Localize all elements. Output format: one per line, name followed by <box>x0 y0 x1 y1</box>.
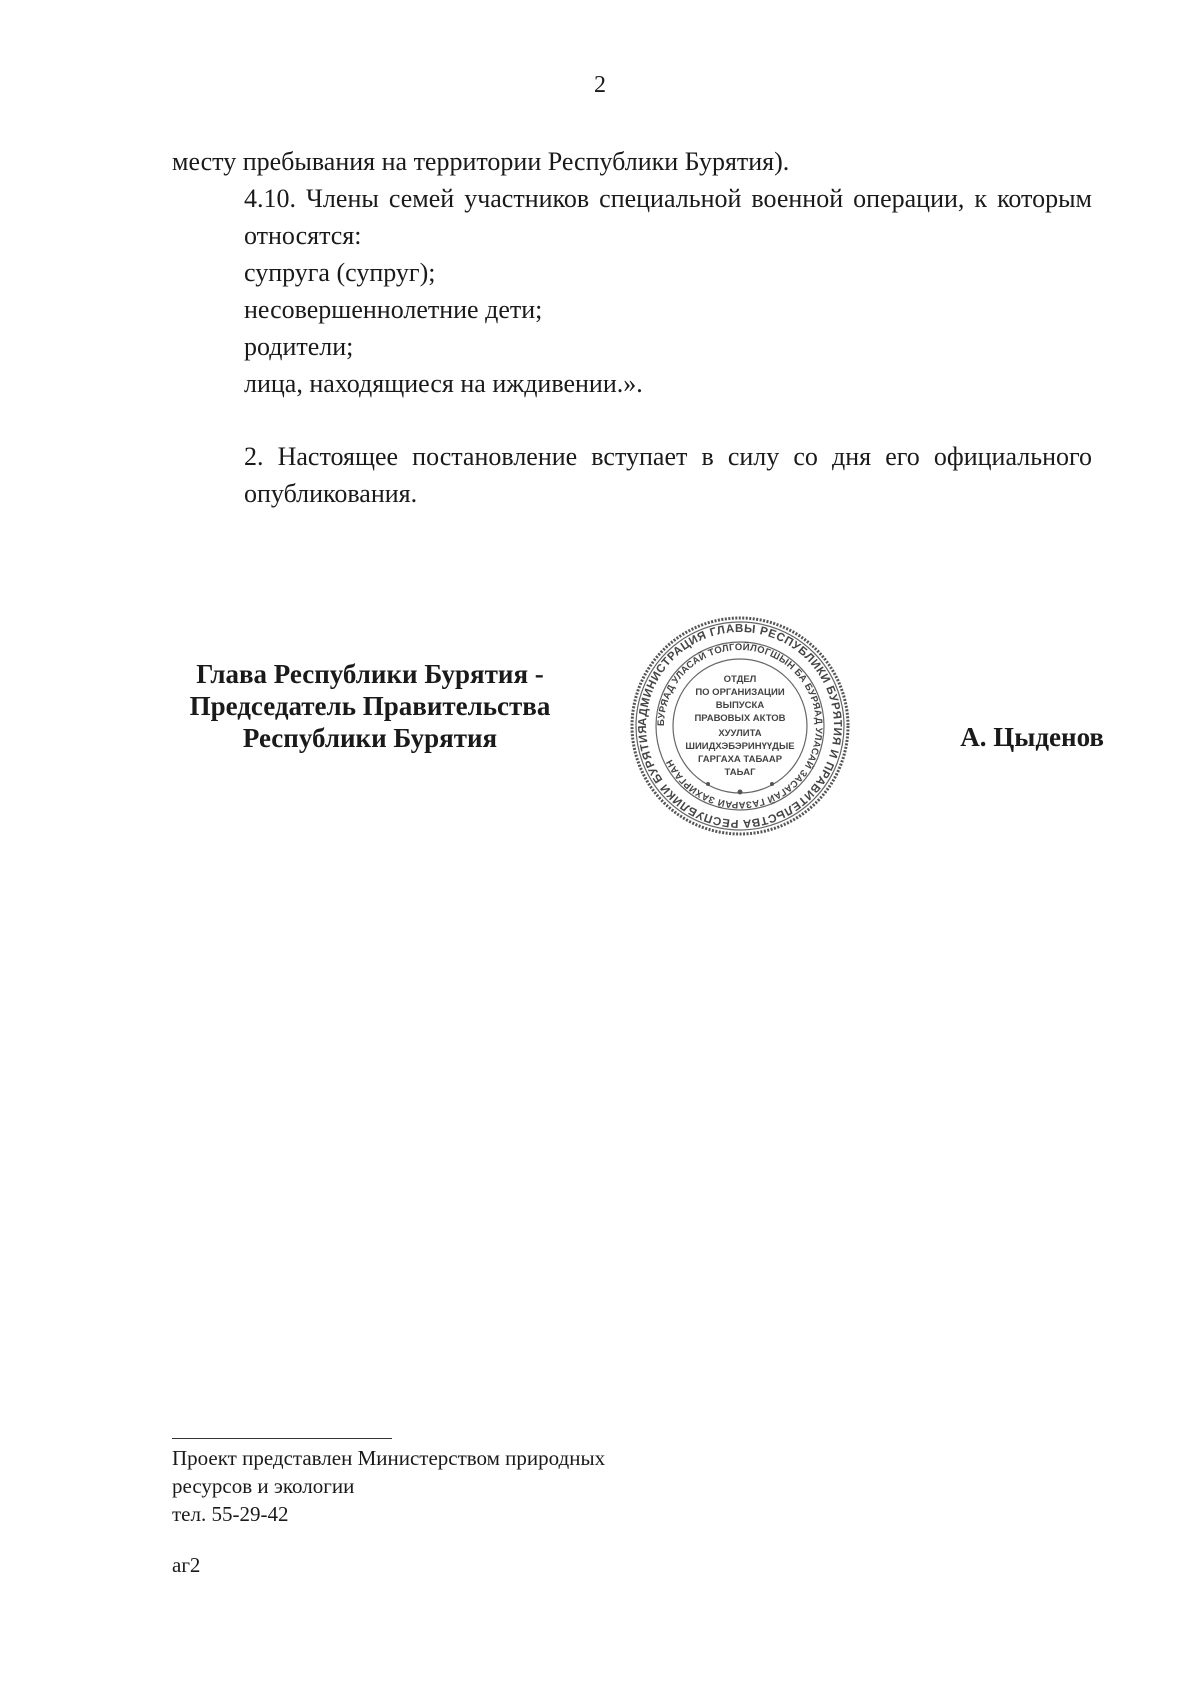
stamp-star-icon <box>706 782 710 786</box>
stamp-center-line: ТАЬАГ <box>724 767 756 778</box>
signatory-title <box>120 658 620 754</box>
stamp-inner-ring-text: БУРЯАД УЛАСАЙ ТОЛГОЙЛОГШЫН БА БУРЯАД УЛАСАЙ ЗАСАГАЙ ГАЗАРАЙ ЗАХИРГААН <box>655 641 825 811</box>
stamp-ring-text: АДМИНИСТРАЦИЯ ГЛАВЫ РЕСПУБЛИКИ БУРЯТИЯ И ПРАВИТЕЛЬСТВА РЕСПУБЛИКИ БУРЯТИЯ <box>636 622 844 830</box>
paragraph-gap <box>172 402 1092 438</box>
stamp-center-line: ХУУЛИТА <box>718 728 762 739</box>
official-stamp <box>628 614 852 838</box>
list-item: лица, находящиеся на иждивении.». <box>244 369 643 398</box>
signatory-title-line: Председатель Правительства <box>189 691 551 721</box>
stamp-center-line: ПО ОРГАНИЗАЦИИ <box>695 687 785 698</box>
list-item: супруга (супруг); <box>244 258 436 287</box>
stamp-center-line: ПРАВОВЫХ АКТОВ <box>694 713 786 724</box>
clause-4-10: 4.10. Члены семей участников специальной военной операции, к которым относятся: <box>244 184 1092 250</box>
stamp-center-line: ШИИДХЭБЭРИНҮҮДЫЕ <box>685 741 795 752</box>
signatory-title-line: Глава Республики Бурятия - <box>196 659 544 689</box>
paragraph-continued: месту пребывания на территории Республики Бурятия). <box>172 147 790 176</box>
stamp-star-icon <box>738 790 743 795</box>
footnote <box>172 1444 605 1528</box>
stamp-center-line: ВЫПУСКА <box>715 700 765 711</box>
document-body <box>172 143 1092 512</box>
list-item: несовершеннолетние дети; <box>244 295 543 324</box>
footnote-line: ресурсов и экологии <box>172 1474 355 1498</box>
document-code: аг2 <box>172 1553 201 1577</box>
stamp-center-line: ОТДЕЛ <box>723 674 757 685</box>
footnote-divider <box>172 1438 392 1439</box>
signatory-name: А. Цыденов <box>960 722 1104 752</box>
footnote-line: Проект представлен Министерством природных <box>172 1446 606 1470</box>
stamp-center-line: ГАРГАХА ТАБААР <box>697 754 783 765</box>
stamp-star-icon <box>770 782 774 786</box>
footnote-line: тел. 55-29-42 <box>172 1502 289 1526</box>
clause-2: 2. Настоящее постановление вступает в силу со дня его официального опубликования. <box>244 442 1092 508</box>
list-item: родители; <box>244 332 354 361</box>
signatory-title-line: Республики Бурятия <box>242 723 498 753</box>
page-number: 2 <box>594 72 606 98</box>
